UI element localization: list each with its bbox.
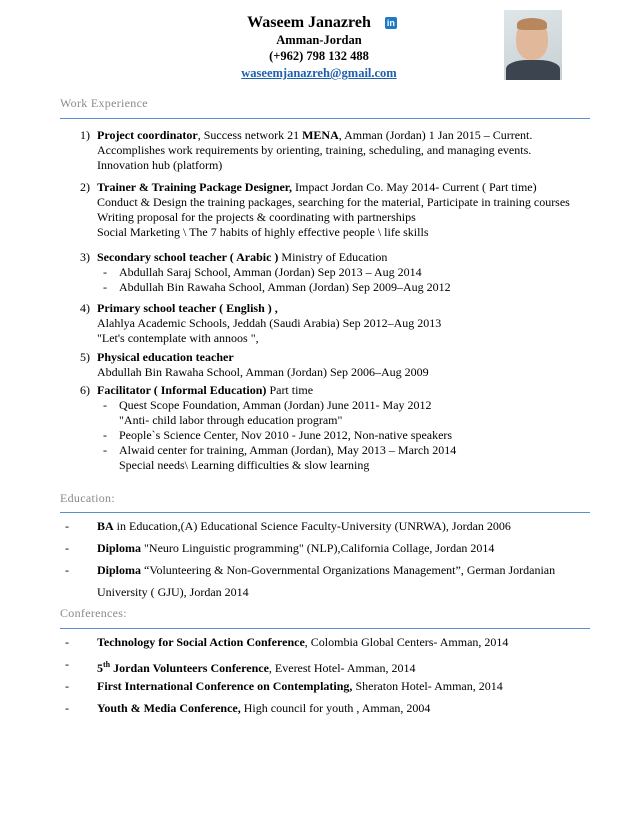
job-line: "Let's contemplate with annoos ", [97,331,259,345]
item-number: 5) [80,350,90,364]
list-item: - Diploma “Volunteering & Non-Governmental Organizations Management”, German Jordanian [65,563,556,577]
job-subitem: Quest Scope Foundation, Amman (Jordan) June 2011- May 2012 [119,398,432,412]
job-subitem: People`s Science Center, Nov 2010 - June 2012, Non-native speakers [119,428,453,442]
section-heading-work: Work Experience [60,96,148,110]
city: Amman-Jordan [276,33,362,47]
job-line: Innovation hub (platform) [97,158,223,172]
job-title: Physical education teacher [97,350,234,364]
list-item: - 5th Jordan Volunteers Conference, Everest Hotel- Amman, 2014 [65,657,416,675]
job-detail: , Success network 21 [197,128,303,142]
list-item [80,128,595,173]
section-divider [60,628,590,629]
linkedin-icon[interactable]: in [386,18,395,28]
job-subitem: Alwaid center for training, Amman (Jordan), May 2013 – March 2014 [119,443,457,457]
list-item [80,301,595,346]
job-detail: Part time [266,383,314,397]
list-item: 3) Secondary school teacher ( Arabic ) Ministry of Education - Abdullah Saraj School, Amman (Jordan) Sep 2013 – Aug 2014 - Abdullah Bin Rawaha School, Amman (Jordan) Sep 2009–Aug 2012 [80,250,451,294]
item-number: 6) [80,383,90,397]
phone: (+962) 798 132 488 [269,49,369,63]
list-item [80,180,595,240]
job-line: Alahlya Academic Schools, Jeddah (Saudi Arabia) Sep 2012–Aug 2013 [97,316,442,330]
job-line: Social Marketing \ The 7 habits of highly effective people \ life skills [97,225,429,239]
job-detail: Ministry of Education [278,250,388,264]
job-line: Writing proposal for the projects & coordinating with partnerships [97,210,416,224]
section-heading-education: Education: [60,491,115,505]
list-item: - Diploma "Neuro Linguistic programming" (NLP),California Collage, Jordan 2014 [65,541,495,555]
job-title: Secondary school teacher ( Arabic ) [97,250,279,264]
job-title: Facilitator ( Informal Education) [97,383,267,397]
job-detail-bold: MENA [302,128,339,142]
section-divider [60,512,590,513]
list-item: - Technology for Social Action Conference, Colombia Global Centers- Amman, 2014 [65,635,509,649]
email-link[interactable]: waseemjanazreh@gmail.com [241,66,397,80]
person-name: Waseem Janazreh [247,14,371,31]
profile-photo [504,10,562,80]
item-number: 4) [80,301,90,315]
job-subitem-cont: Special needs\ Learning difficulties & slow learning [119,458,370,472]
job-subitem: Abdullah Saraj School, Amman (Jordan) Sep 2013 – Aug 2014 [119,265,422,279]
job-detail: , Amman (Jordan) 1 Jan 2015 – Current. [338,128,533,142]
job-title: Primary school teacher ( English ) , [97,301,278,315]
job-title: Project coordinator [97,128,198,142]
job-line: Abdullah Bin Rawaha School, Amman (Jordan) Sep 2006–Aug 2009 [97,365,429,379]
list-item-cont: University ( GJU), Jordan 2014 [97,585,249,599]
item-number: 2) [80,180,90,194]
section-heading-conferences: Conferences: [60,606,127,620]
job-detail: Impact Jordan Co. May 2014- Current ( Part time) [292,180,537,194]
job-title: Trainer & Training Package Designer, [97,180,292,194]
job-subitem-cont: "Anti- child labor through education program" [119,413,343,427]
list-item: - BA in Education,(A) Educational Science Faculty-University (UNRWA), Jordan 2006 [65,519,511,533]
job-line: Accomplishes work requirements by orienting, training, scheduling, and managing events. [97,143,532,157]
list-item: 6) Facilitator ( Informal Education) Part time - Quest Scope Foundation, Amman (Jordan) June 2011- May 2012 "Anti- child labor through education program" - People`s Science Center, Nov 2010 - June 2012, Non-native speakers - Alwaid center for training, Amman (Jordan), May 2013 – March 2014 Special needs\ Learning difficulties & slow learning [80,383,595,473]
job-line: Conduct & Design the training packages, searching for the material, Participate in training courses [97,195,570,209]
list-item: - Youth & Media Conference, High council for youth , Amman, 2004 [65,701,431,715]
job-subitem: Abdullah Bin Rawaha School, Amman (Jordan) Sep 2009–Aug 2012 [119,280,451,294]
section-divider [60,118,590,119]
list-item [80,350,595,380]
list-item: - First International Conference on Contemplating, Sheraton Hotel- Amman, 2014 [65,679,503,693]
item-number: 1) [80,128,90,142]
item-number: 3) [80,250,90,264]
